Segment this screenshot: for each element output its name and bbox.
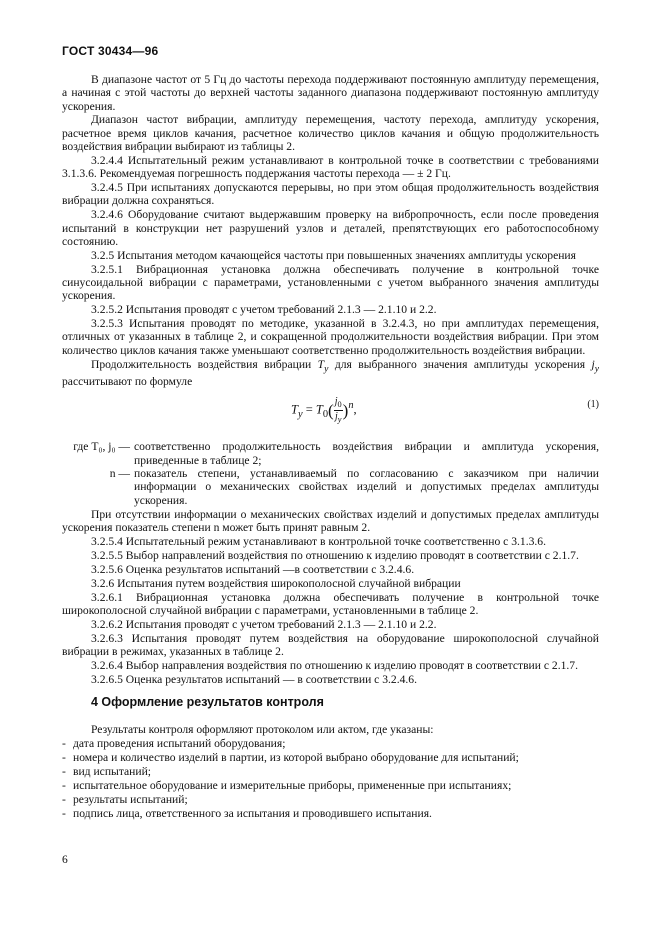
paragraph: 3.2.6.5 Оценка результатов испытаний — в соответствии с 3.2.4.6.: [91, 672, 417, 686]
paragraph: 3.2.6.4 Выбор направления воздействия по отношению к изделию проводят в соответствии с 2.1.7.: [91, 658, 578, 672]
document-body: [62, 73, 599, 821]
paragraph: При отсутствии информации о механических свойствах изделий и допустимых пределах амплитуды ускорения показатель степени n может быть принят равным 2.: [62, 507, 599, 535]
formula-number: (1): [587, 399, 599, 411]
definition-item: [62, 440, 599, 467]
definition-item: [62, 467, 599, 507]
paragraph: 3.2.6.2 Испытания проводят с учетом требований 2.1.3 — 2.1.10 и 2.2.: [91, 617, 437, 631]
document-header: ГОСТ 30434—96: [62, 44, 159, 58]
definition-term: n —: [109, 467, 130, 481]
formula-block: [62, 390, 599, 436]
results-list: [62, 737, 599, 820]
list-item: - дата проведения испытаний оборудования;: [62, 737, 286, 751]
section-title: 4 Оформление результатов контроля: [91, 695, 324, 710]
definition-desc: соответственно продолжительность воздействия вибрации и амплитуда ускорения, приведенные в таблице 2;: [134, 440, 599, 467]
paragraph: 3.2.5.3 Испытания проводят по методике, указанной в 3.2.4.3, но при амплитудах перемещения, отличных от указанных в таблице 2, и сокращенной продолжительности воздействия вибрации. При этом количество циклов качания также уменьшают соответственно продолжительность воздействия вибрации.: [62, 317, 599, 357]
paragraph: 3.2.6.1 Вибрационная установка должна обеспечивать получение в контрольной точке широкополосной случайной вибрации с параметрами, установленными в таблице 2.: [62, 590, 599, 618]
paragraph: Диапазон частот вибрации, амплитуду перемещения, частоту перехода, амплитуду ускорения, расчетное время циклов качания, расчетное количество циклов качания и общую продолжительность воздействия вибрации выбирают из таблицы 2.: [62, 113, 599, 154]
definition-desc: показатель степени, устанавливаемый по согласованию с заказчиком при наличии информации о механических свойствах изделий и допустимых пределах амплитуды ускорения.: [134, 467, 599, 507]
paragraph: 3.2.6 Испытания путем воздействия широкополосной случайной вибрации: [91, 576, 461, 590]
paragraph: 3.2.5.6 Оценка результатов испытаний —в соответствии с 3.2.4.6.: [91, 562, 415, 576]
paragraph: 3.2.5.4 Испытательный режим устанавливают в контрольной точке соответственно с 3.1.3.6.: [91, 535, 547, 549]
paragraph: 3.2.4.5 При испытаниях допускаются перерывы, но при этом общая продолжительность воздействия вибрации должна сохраняться.: [62, 181, 599, 208]
formula-intro: Продолжительность воздействия вибрации $T_y$ для выбранного значения амплитуды ускорения $j_y$ рассчитывают по формуле: [62, 357, 599, 389]
section-intro: Результаты контроля оформляют протоколом или актом, где указаны:: [91, 723, 434, 737]
paragraph: 3.2.5.1 Вибрационная установка должна обеспечивать получение в контрольной точке синусоидальной вибрации с параметрами, установленными с учетом выбранного значения амплитуды ускорения.: [62, 262, 599, 303]
paragraph: 3.2.4.6 Оборудование считают выдержавшим проверку на вибропрочность, если после проведения испытаний в конструкции нет разрушений узлов и деталей, препятствующих его работоспособному состоянию.: [62, 208, 599, 248]
paragraph: В диапазоне частот от 5 Гц до частоты перехода поддерживают постоянную амплитуду перемещения, а начиная с этой частоты до верхней частоты заданного диапазона поддерживают постоянную амплитуду ускорения.: [62, 73, 599, 113]
list-item: - вид испытаний;: [62, 765, 152, 779]
paragraph: 3.2.6.3 Испытания проводят путем воздействия на оборудование широкополосной случайной вибрации в режимах, указанных в таблице 2.: [62, 631, 599, 659]
list-item: - подпись лица, ответственного за испытания и проводившего испытания.: [62, 806, 432, 820]
paragraph: 3.2.5.2 Испытания проводят с учетом требований 2.1.3 — 2.1.10 и 2.2.: [91, 303, 437, 317]
formula-fraction: $\frac{j_0}{j_y}$: [334, 396, 342, 425]
list-item: - номера и количество изделий в партии, из которой выбрано оборудование для испытаний;: [62, 751, 519, 765]
paragraph: 3.2.5.5 Выбор направлений воздействия по отношению к изделию проводят в соответствии с 2.1.7.: [91, 549, 579, 563]
list-item: - результаты испытаний;: [62, 792, 188, 806]
formula-expression: $T_y = T_0$( $\frac{j_0}{j_y}$ )$^n$,: [291, 396, 357, 425]
formula-definitions: [62, 440, 599, 506]
list-item: - испытательное оборудование и измерительные приборы, примененные при испытаниях;: [62, 779, 512, 793]
definition-term: где T₀, j₀ —: [73, 440, 130, 454]
page-number: 6: [62, 854, 68, 866]
paragraph: 3.2.5 Испытания методом качающейся частоты при повышенных значениях амплитуды ускорения: [91, 248, 576, 262]
paragraph: 3.2.4.4 Испытательный режим устанавливают в контрольной точке в соответствии с требованиями 3.1.3.6. Рекомендуемая погрешность поддержания частоты перехода — ± 2 Гц.: [62, 153, 599, 181]
